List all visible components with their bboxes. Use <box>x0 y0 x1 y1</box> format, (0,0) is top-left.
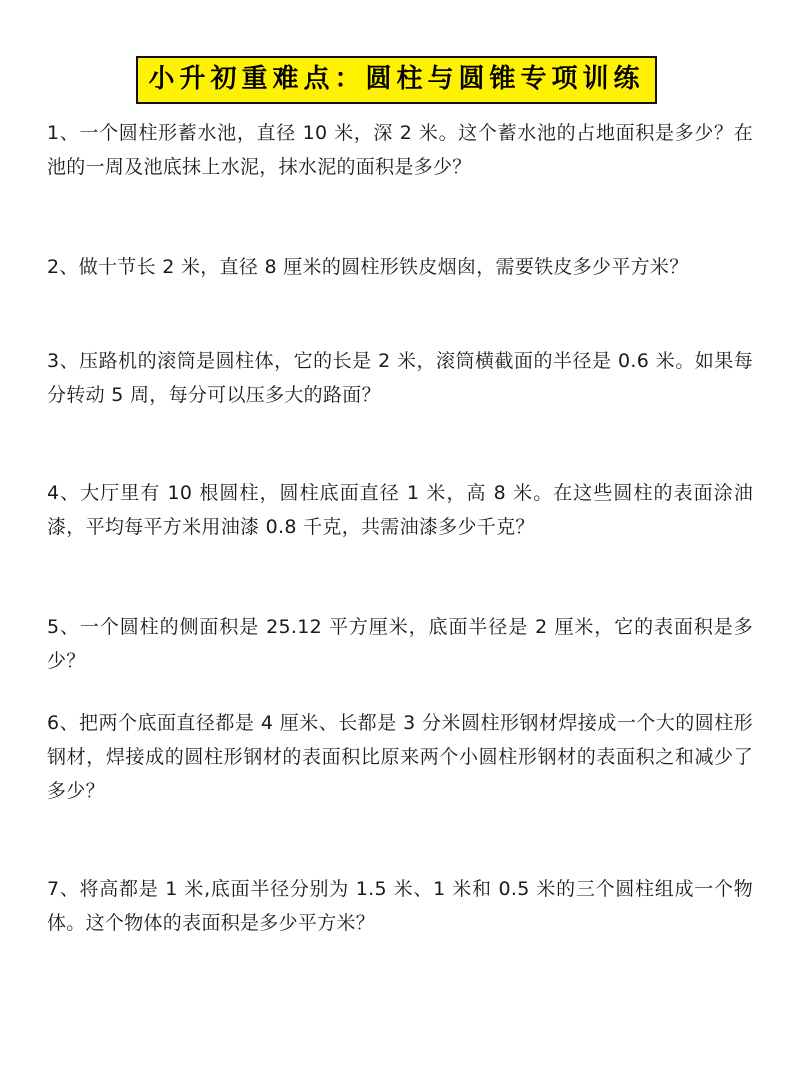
question-2: 2、做十节长 2 米，直径 8 厘米的圆柱形铁皮烟囱，需要铁皮多少平方米？ <box>47 256 689 278</box>
question-4: 4、大厅里有 10 根圆柱，圆柱底面直径 1 米，高 8 米。在这些圆柱的表面涂油漆，平均每平方米用油漆 0.8 千克，共需油漆多少千克？ <box>47 482 753 538</box>
question-5: 5、一个圆柱的侧面积是 25.12 平方厘米，底面半径是 2 厘米，它的表面积是多少？ <box>47 616 753 672</box>
question-6: 6、把两个底面直径都是 4 厘米、长都是 3 分米圆柱形钢材焊接成一个大的圆柱形钢材，焊接成的圆柱形钢材的表面积比原来两个小圆柱形钢材的表面积之和减少了多少？ <box>47 712 753 802</box>
question-7: 7、将高都是 1 米,底面半径分别为 1.5 米、1 米和 0.5 米的三个圆柱组成一个物体。这个物体的表面积是多少平方米？ <box>47 878 753 934</box>
page-title: 小升初重难点：圆柱与圆锥专项训练 <box>136 56 656 104</box>
question-1: 1、一个圆柱形蓄水池，直径 10 米，深 2 米。这个蓄水池的占地面积是多少？在池的一周及池底抹上水泥，抹水泥的面积是多少？ <box>47 122 753 178</box>
question-3: 3、压路机的滚筒是圆柱体，它的长是 2 米，滚筒横截面的半径是 0.6 米。如果每分转动 5 周，每分可以压多大的路面？ <box>47 350 753 406</box>
title-container <box>0 56 793 104</box>
